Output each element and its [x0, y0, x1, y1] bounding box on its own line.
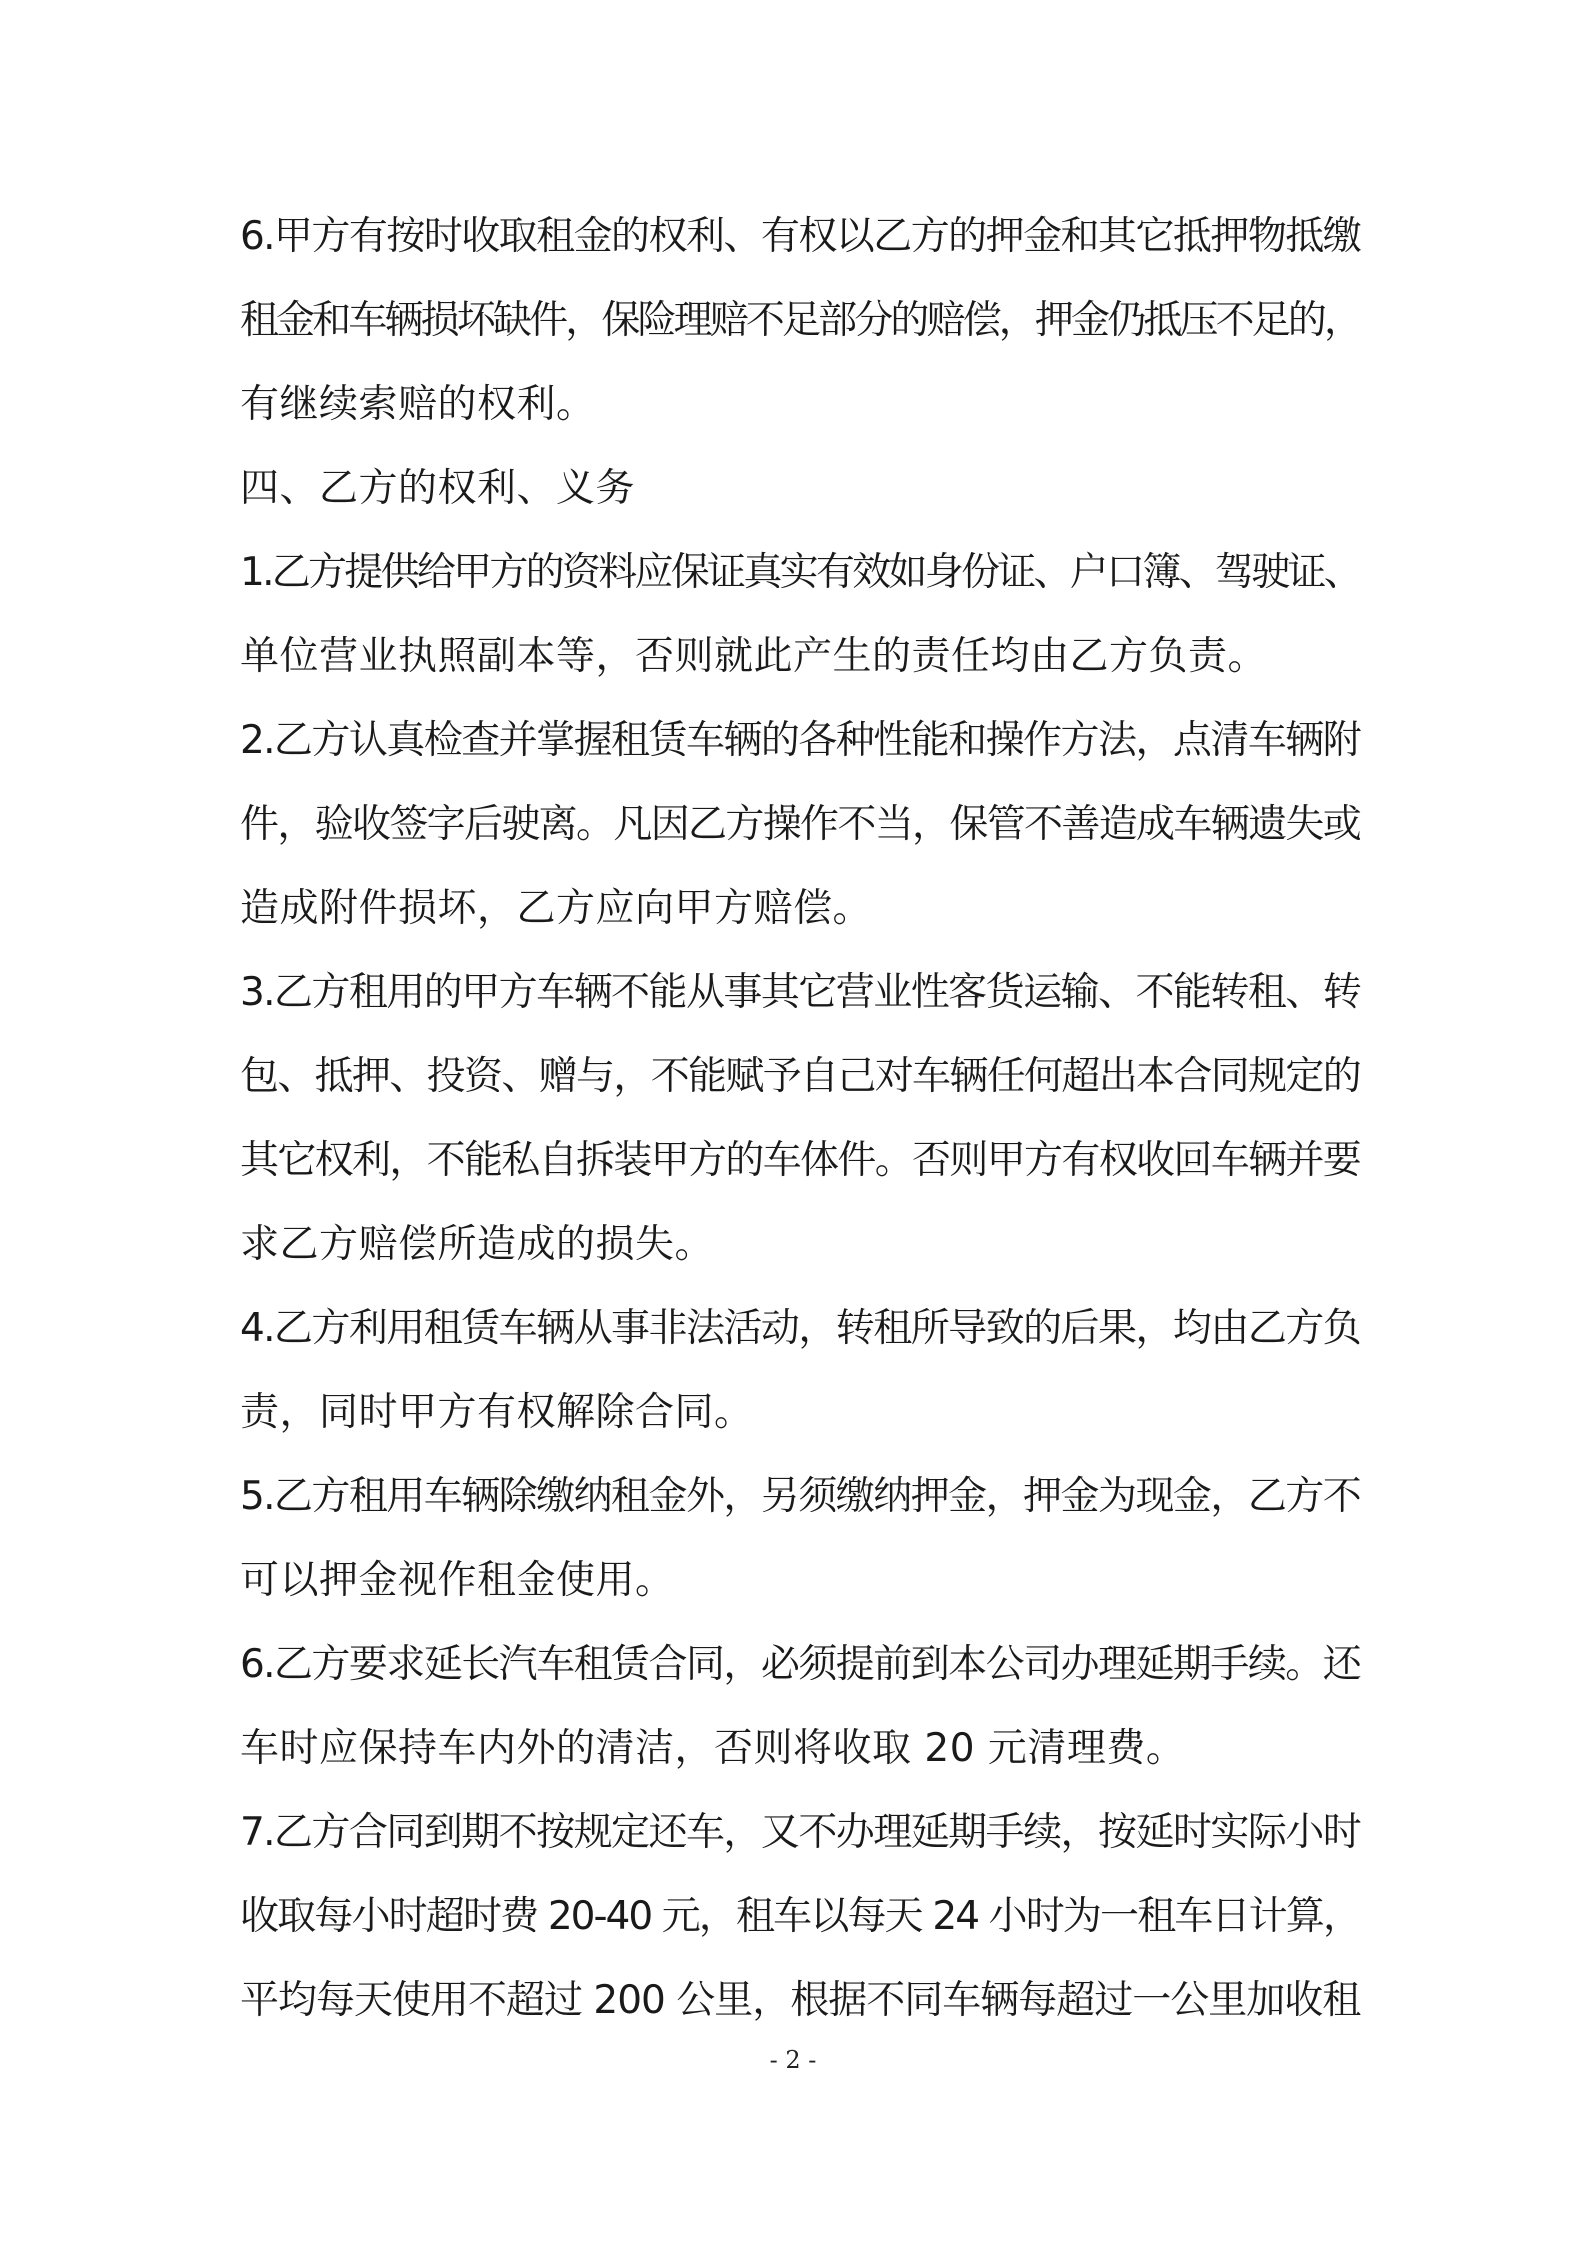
text-line: 7.乙方合同到期不按规定还车，又不办理延期手续，按延时实际小时 [240, 1810, 1360, 1855]
text-line: 求乙方赔偿所造成的损失。 [240, 1222, 715, 1267]
text-line: 可以押金视作租金使用。 [240, 1558, 675, 1603]
text-line: 责，同时甲方有权解除合同。 [240, 1390, 754, 1435]
text-line: 造成附件损坏，乙方应向甲方赔偿。 [240, 886, 873, 931]
text-line: 单位营业执照副本等，否则就此产生的责任均由乙方负责。 [240, 634, 1268, 679]
document-body [240, 195, 1360, 2043]
text-line: 件，验收签字后驶离。凡因乙方操作不当，保管不善造成车辆遗失或 [240, 802, 1360, 847]
page-number: - 2 - [769, 2046, 817, 2074]
text-line: 2.乙方认真检查并掌握租赁车辆的各种性能和操作方法，点清车辆附 [240, 718, 1360, 763]
text-line: 4.乙方利用租赁车辆从事非法活动，转租所导致的后果，均由乙方负 [240, 1306, 1360, 1351]
text-line: 车时应保持车内外的清洁，否则将收取 20 元清理费。 [240, 1726, 1186, 1771]
text-line: 有继续索赔的权利。 [240, 382, 596, 427]
text-line: 6.甲方有按时收取租金的权利、有权以乙方的押金和其它抵押物抵缴 [240, 214, 1360, 259]
text-line: 包、抵押、投资、赠与，不能赋予自己对车辆任何超出本合同规定的 [240, 1054, 1360, 1099]
text-line: 5.乙方租用车辆除缴纳租金外，另须缴纳押金，押金为现金，乙方不 [240, 1474, 1360, 1519]
section-heading: 四、乙方的权利、义务 [240, 466, 636, 511]
text-line: 租金和车辆损坏缺件，保险理赔不足部分的赔偿，押金仍抵压不足的， [240, 298, 1360, 343]
text-line: 3.乙方租用的甲方车辆不能从事其它营业性客货运输、不能转租、转 [240, 970, 1360, 1015]
text-line: 收取每小时超时费 20-40 元，租车以每天 24 小时为一租车日计算， [240, 1894, 1360, 1939]
text-line: 平均每天使用不超过 200 公里，根据不同车辆每超过一公里加收租 [240, 1978, 1361, 2023]
text-line: 6.乙方要求延长汽车租赁合同，必须提前到本公司办理延期手续。还 [240, 1642, 1360, 1687]
text-line: 1.乙方提供给甲方的资料应保证真实有效如身份证、户口簿、驾驶证、 [240, 550, 1360, 595]
text-line: 其它权利，不能私自拆装甲方的车体件。否则甲方有权收回车辆并要 [240, 1138, 1360, 1183]
